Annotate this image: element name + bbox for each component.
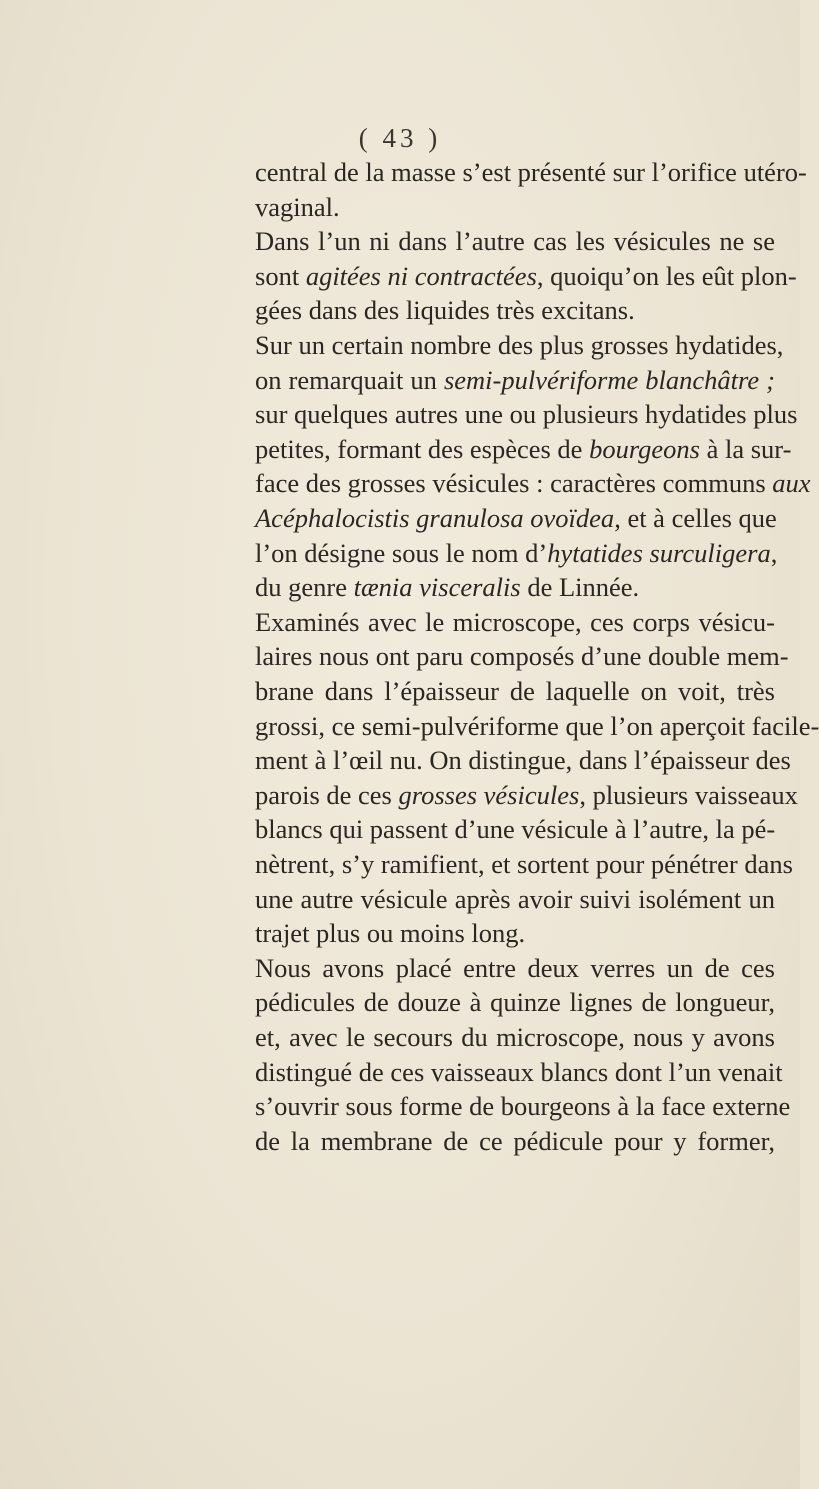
text-line (255, 951, 775, 986)
text-line (255, 1124, 775, 1159)
text-segment: Nous avons placé entre deux verres un de ces (255, 952, 775, 983)
text-line (255, 190, 775, 225)
text-line (255, 709, 819, 744)
text-line (255, 847, 793, 882)
text-line (255, 293, 775, 328)
text-segment: et, avec le secours du microscope, nous y avons (255, 1022, 775, 1052)
text-line (255, 743, 791, 778)
text-segment: pédicules de douze à quinze lignes de longueur, (255, 987, 775, 1018)
text-segment: de Linnée. (520, 572, 640, 603)
text-segment: face des grosses vésicules : caractères communs (255, 468, 773, 499)
text-line (255, 501, 775, 536)
text-segment: , (770, 537, 778, 568)
text-segment: de la membrane de ce pédicule pour y former, (255, 1125, 775, 1156)
text-segment: , plusieurs vaisseaux (579, 779, 798, 810)
text-segment: ment à l’œil nu. On distingue, dans l’épaisseur des (255, 745, 791, 776)
text-segment: trajet plus ou moins long. (255, 918, 526, 949)
text-line (255, 432, 792, 467)
text-line (255, 155, 807, 190)
text-segment: laires nous ont paru composés d’une double mem- (255, 641, 789, 672)
text-segment: parois de ces (255, 779, 399, 810)
text-segment: l’on désigne sous le nom (255, 537, 526, 568)
text-segment: , quoiqu’on les eût plon- (536, 260, 797, 291)
italic-text: hytatides surculigera (547, 537, 771, 568)
text-line (255, 1055, 783, 1090)
text-segment: du genre (255, 572, 354, 603)
text-segment: une autre vésicule après avoir suivi isolément un (255, 883, 775, 914)
text-segment: petites, formant des espèces de (255, 433, 590, 464)
italic-text: aux (772, 468, 811, 499)
text-segment: , et à celles que (614, 503, 777, 533)
text-line (255, 605, 775, 640)
text-line (255, 916, 775, 951)
text-segment: grossi, ce semi-pulvériforme que l’on aperçoit facile- (255, 710, 819, 741)
italic-text: grosses vésicules (398, 779, 580, 810)
text-line (255, 363, 775, 398)
italic-text: semi-pulvériforme blanchâtre ; (443, 364, 775, 395)
text-line (255, 1020, 775, 1055)
text-line (255, 882, 775, 917)
text-segment: central de la masse s’est présenté sur l’orifice utéro- (255, 157, 807, 187)
text-segment: Examinés avec le microscope, ces corps vésicu- (255, 606, 775, 637)
text-line (255, 466, 811, 501)
text-line (255, 259, 797, 294)
italic-text: bourgeons (589, 433, 700, 464)
text-line (255, 812, 775, 847)
text-line (255, 328, 784, 363)
italic-text: Acéphalocistis granulosa ovoïdea (255, 503, 615, 533)
text-segment: nètrent, s’y ramifient, et sortent pour pénétrer dans (255, 849, 793, 879)
page-number: ( 43 ) (358, 123, 442, 153)
italic-text: tænia visceralis (353, 572, 521, 603)
text-segment: sur quelques autres une ou plusieurs hydatides plus (255, 399, 798, 430)
text-segment: blancs qui passent d’une vésicule à l’autre, la pé- (255, 814, 776, 845)
text-segment: à la sur- (699, 433, 792, 464)
text-segment: d’ (525, 537, 548, 568)
text-line (255, 397, 798, 432)
text-segment: Sur un certain nombre des plus grosses hydatides, (255, 330, 784, 360)
text-line (255, 674, 775, 709)
text-line (255, 778, 798, 813)
text-segment: on remarquait un (255, 364, 444, 395)
text-line (255, 570, 775, 605)
text-segment: gées dans des liquides très excitans. (255, 295, 635, 326)
text-line (255, 639, 789, 674)
text-line (255, 224, 775, 259)
text-segment: Dans l’un ni dans l’autre cas les vésicules ne se (255, 226, 775, 257)
text-segment: s’ouvrir sous forme de bourgeons à la face externe (255, 1091, 791, 1122)
text-segment: vaginal. (255, 191, 340, 222)
text-line (255, 536, 778, 571)
text-line (255, 985, 775, 1020)
text-line (255, 1089, 791, 1124)
italic-text: agitées ni contractées (305, 260, 537, 291)
text-segment: sont (255, 260, 306, 291)
text-segment: distingué de ces vaisseaux blancs dont l’un venait (255, 1056, 783, 1087)
text-segment: brane dans l’épaisseur de laquelle on voit, très (255, 676, 775, 706)
